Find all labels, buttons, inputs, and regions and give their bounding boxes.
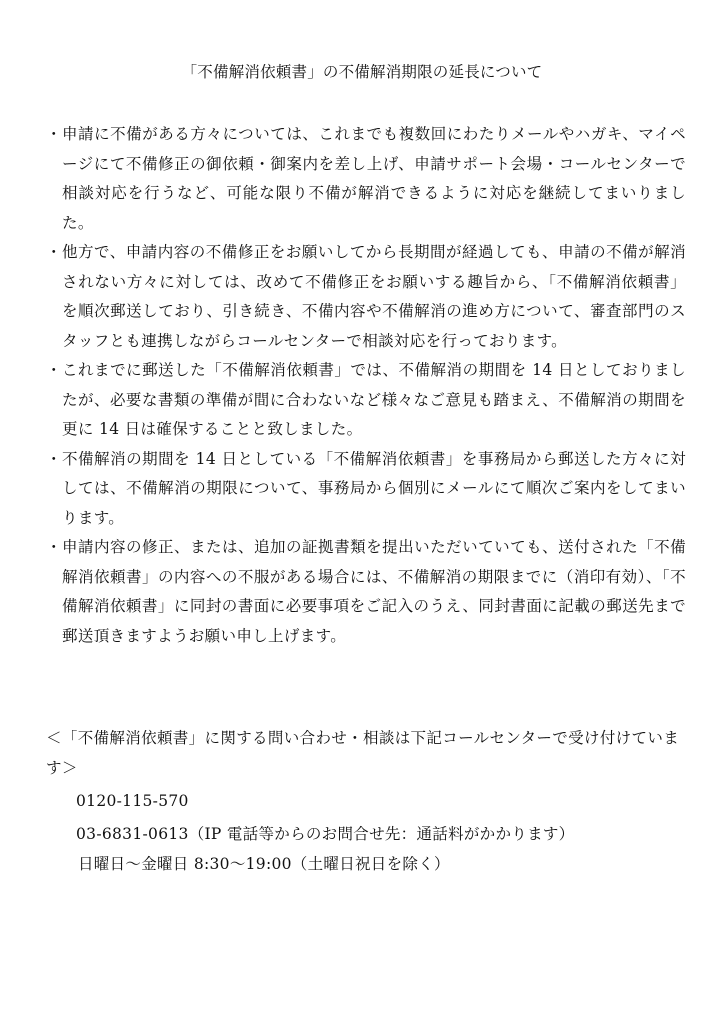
business-hours: 日曜日～金曜日 8:30～19:00（土曜日祝日を除く） [78,855,450,873]
bullet-marker: ・ [46,243,62,261]
document-title: 「不備解消依頼書」の不備解消期限の延長について [181,63,543,81]
bullet-text: 他方で、申請内容の不備修正をお願いしてから長期間が経過しても、申請の不備が解消されない方々に対しては、改めて不備修正をお願いする趣旨から、「不備解消依頼書」を順次郵送しており、引き続き、不備内容や不備解消の進め方について、審査部門のスタッフとも連携しながらコールセンターで相談対応を行っております。 [62,243,686,350]
bullet-marker: ・ [46,538,62,556]
bullet-item [46,533,686,651]
bullet-marker: ・ [46,125,62,143]
inquiry-heading: ＜「不備解消依頼書」に関する問い合わせ・相談は下記コールセンターで受け付けています＞ [46,729,680,777]
bullet-marker: ・ [46,449,62,468]
bullet-text: これまでに郵送した「不備解消依頼書」では、不備解消の期間を 14 日としておりましたが、必要な書類の準備が間に合わないなど様々なご意見も踏まえ、不備解消の期間を更に 14 日は確保することと致しました。 [62,361,686,438]
bullet-item [46,356,686,445]
bullet-item [46,445,686,534]
ip-phone-number: 03-6831-0613（IP 電話等からのお問合せ先：通話料がかかります） [76,825,575,843]
bullet-item [46,120,686,238]
tollfree-number: 0120-115-570 [76,792,189,810]
bullet-marker: ・ [46,361,62,379]
bullet-list [46,120,686,651]
bullet-item [46,238,686,356]
bullet-text: 申請内容の修正、または、追加の証拠書類を提出いただいていても、送付された「不備解消依頼書」の内容への不服がある場合には、不備解消の期限までに（消印有効）、「不備解消依頼書」に同封の書面に必要事項をご記入のうえ、同封書面に記載の郵送先まで郵送頂きますようお願い申し上げます。 [62,538,686,645]
bullet-text: 申請に不備がある方々については、これまでも複数回にわたりメールやハガキ、マイページにて不備修正の御依頼・御案内を差し上げ、申請サポート会場・コールセンターで相談対応を行うなど、可能な限り不備が解消できるように対応を継続してまいりました。 [62,125,686,232]
bullet-text: 不備解消の期間を 14 日としている「不備解消依頼書」を事務局から郵送した方々に対しては、不備解消の期限について、事務局から個別にメールにて順次ご案内をしてまいります。 [62,449,686,527]
